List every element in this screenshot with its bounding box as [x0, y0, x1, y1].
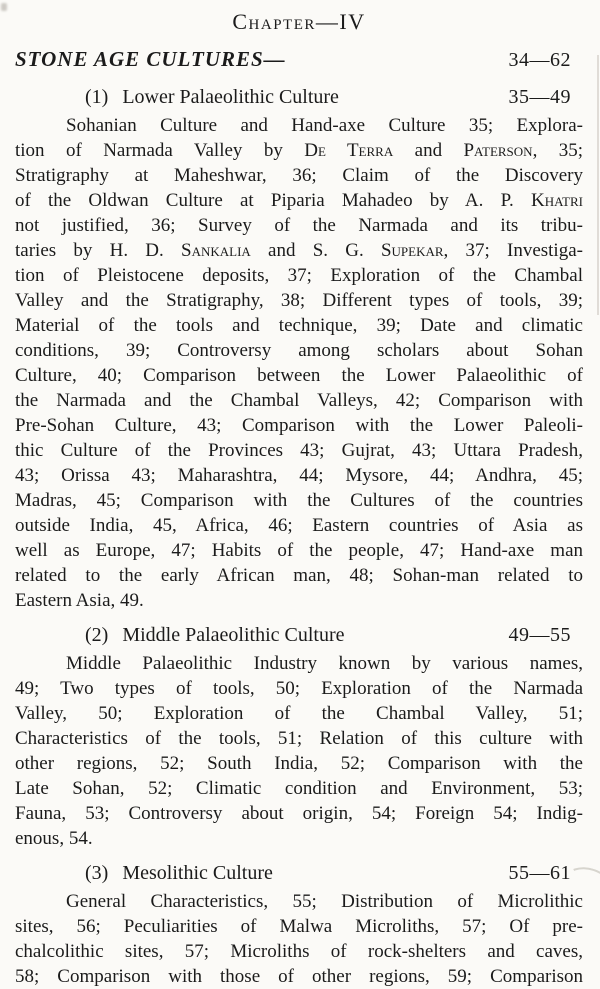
section-page-range: 49—55 — [508, 624, 571, 646]
text-line: Madras, 45; Comparison with the Cultures of the countries — [15, 490, 583, 511]
section-lower-palaeolithic — [15, 85, 583, 613]
section-title: Middle Palaeolithic Culture — [122, 624, 345, 646]
scan-smudge-artifact — [1, 3, 7, 11]
section-number: (2) — [85, 624, 109, 646]
text-line: chalcolithic sites, 57; Microliths of rock-shelters and caves, — [15, 941, 583, 962]
text-line: Sohanian Culture and Hand-axe Culture 35; Explora- — [66, 115, 583, 136]
text-line: not justified, 36; Survey of the Narmada and its tribu- — [15, 215, 583, 236]
text-line: Valley and the Stratigraphy, 38; Different types of tools, 39; — [15, 290, 583, 311]
chapter-page-range: 34—62 — [508, 49, 571, 71]
text-line: outside India, 45, Africa, 46; Eastern countries of Asia as — [15, 515, 583, 536]
section-mesolithic — [15, 861, 583, 989]
section-body — [15, 651, 583, 851]
text-line: Late Sohan, 52; Climatic condition and Environment, 53; — [15, 778, 583, 799]
section-body — [15, 113, 583, 613]
text-line: enous, 54. — [15, 828, 93, 849]
text-line: Pre-Sohan Culture, 43; Comparison with the Lower Paleoli- — [15, 415, 583, 436]
section-title: Mesolithic Culture — [122, 862, 273, 884]
text-line: tion of Narmada Valley by De Terra and Paterson, 35; — [15, 140, 583, 161]
text-line: Culture, 40; Comparison between the Lower Palaeolithic of — [15, 365, 583, 386]
title-row — [15, 46, 583, 73]
text-line: thic Culture of the Provinces 43; Gujrat, 43; Uttara Pradesh, — [15, 440, 583, 461]
small-caps-name: Paterson — [463, 140, 533, 161]
section-page-range: 35—49 — [508, 86, 571, 108]
text-line: Fauna, 53; Controversy about origin, 54; Foreign 54; Indig- — [15, 803, 583, 824]
page-title: STONE AGE CULTURES— — [15, 47, 286, 71]
text-line: 43; Orissa 43; Maharashtra, 44; Mysore, 44; Andhra, 45; — [15, 465, 583, 486]
small-caps-name: De Terra — [304, 140, 394, 161]
scan-edge-artifact — [597, 55, 599, 315]
small-caps-name: Khatri — [531, 190, 583, 211]
text-line: 49; Two types of tools, 50; Exploration of the Narmada — [15, 678, 583, 699]
text-line: taries by H. D. Sankalia and S. G. Supekar, 37; Investiga- — [15, 240, 583, 261]
section-heading — [15, 85, 583, 110]
chapter-heading: Chapter—IV — [232, 9, 366, 34]
text-line: other regions, 52; South India, 52; Comparison with the — [15, 753, 583, 774]
text-line: General Characteristics, 55; Distribution of Microlithic — [66, 891, 583, 912]
text-line: Characteristics of the tools, 51; Relation of this culture with — [15, 728, 583, 749]
section-title: Lower Palaeolithic Culture — [122, 86, 339, 108]
text-line: Middle Palaeolithic Industry known by various names, — [66, 653, 583, 674]
text-line: Valley, 50; Exploration of the Chambal Valley, 51; — [15, 703, 583, 724]
text-line: Material of the tools and technique, 39; Date and climatic — [15, 315, 583, 336]
section-page-range: 55—61 — [508, 862, 571, 884]
text-line: related to the early African man, 48; Sohan-man related to — [15, 565, 583, 586]
section-heading — [15, 623, 583, 648]
text-line: the Narmada and the Chambal Valleys, 42; Comparison with — [15, 390, 583, 411]
small-caps-name: Supekar — [380, 240, 444, 261]
text-line: 58; Comparison with those of other regions, 59; Comparison — [15, 966, 583, 987]
text-line: Stratigraphy at Maheshwar, 36; Claim of the Discovery — [15, 165, 583, 186]
text-line: Eastern Asia, 49. — [15, 590, 144, 611]
text-line: sites, 56; Peculiarities of Malwa Microliths, 57; Of pre- — [15, 916, 583, 937]
text-line: well as Europe, 47; Habits of the people, 47; Hand-axe man — [15, 540, 583, 561]
text-line: conditions, 39; Controversy among scholars about Sohan — [15, 340, 583, 361]
section-number: (3) — [85, 862, 109, 884]
text-line: of the Oldwan Culture at Piparia Mahadeo by A. P. Khatri — [15, 190, 583, 211]
section-middle-palaeolithic — [15, 623, 583, 851]
small-caps-name: Sankalia — [181, 240, 251, 261]
section-heading — [15, 861, 583, 886]
section-number: (1) — [85, 86, 109, 108]
section-body — [15, 889, 583, 989]
text-line: tion of Pleistocene deposits, 37; Exploration of the Chambal — [15, 265, 583, 286]
